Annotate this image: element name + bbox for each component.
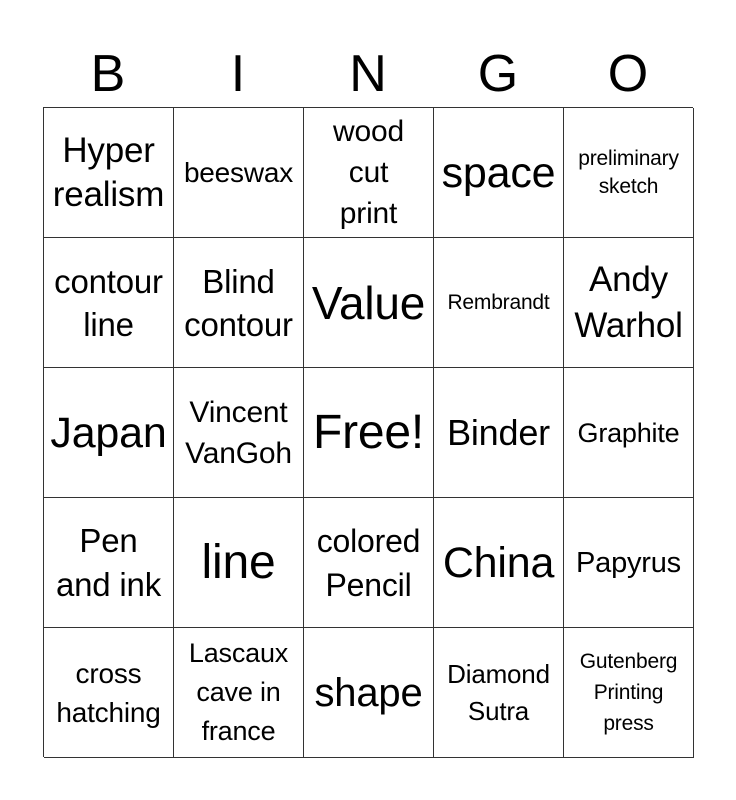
- cell-label: preliminary sketch: [578, 146, 679, 198]
- bingo-cell[interactable]: [434, 238, 564, 368]
- bingo-cell[interactable]: [304, 498, 434, 628]
- cell-label: beeswax: [183, 156, 294, 188]
- bingo-header: [43, 40, 693, 108]
- cell-label: cross hatching: [56, 657, 161, 728]
- cell-label: Andy Warhol: [574, 259, 683, 345]
- bingo-cell[interactable]: [434, 108, 564, 238]
- cell-label: Pen and ink: [55, 521, 161, 603]
- cell-label: Binder: [447, 411, 550, 453]
- cell-label: space: [441, 148, 556, 197]
- bingo-cell[interactable]: [174, 628, 304, 758]
- cell-label: Hyper realism: [52, 130, 165, 214]
- bingo-board: [43, 107, 693, 757]
- header-letter-i: I: [230, 45, 246, 103]
- bingo-cell[interactable]: [434, 628, 564, 758]
- bingo-cell[interactable]: [564, 238, 694, 368]
- bingo-cell[interactable]: [434, 368, 564, 498]
- bingo-cell[interactable]: [304, 238, 434, 368]
- header-letter-n: N: [349, 45, 387, 103]
- cell-label: wood cut print: [333, 115, 404, 230]
- bingo-cell[interactable]: [434, 498, 564, 628]
- bingo-cell[interactable]: [44, 498, 174, 628]
- cell-label: Japan: [50, 408, 167, 457]
- header-letter-g: G: [477, 45, 519, 103]
- bingo-cell[interactable]: [564, 498, 694, 628]
- bingo-cell[interactable]: [174, 238, 304, 368]
- bingo-cell[interactable]: [174, 108, 304, 238]
- bingo-cell[interactable]: [174, 498, 304, 628]
- header-letter-o: O: [607, 45, 649, 103]
- cell-label: Rembrandt: [447, 290, 550, 314]
- bingo-cell[interactable]: [44, 628, 174, 758]
- cell-label: Papyrus: [576, 546, 681, 579]
- cell-label: line: [201, 535, 276, 589]
- cell-label: Graphite: [577, 417, 680, 448]
- bingo-cell[interactable]: [564, 368, 694, 498]
- bingo-cell[interactable]: [564, 628, 694, 758]
- bingo-cell[interactable]: [564, 108, 694, 238]
- cell-label: colored Pencil: [316, 522, 421, 603]
- cell-label: shape: [314, 670, 423, 715]
- cell-label: Gutenberg Printing press: [579, 650, 678, 735]
- bingo-cell[interactable]: [304, 108, 434, 238]
- free-space-cell[interactable]: [304, 368, 434, 498]
- bingo-cell[interactable]: [174, 368, 304, 498]
- bingo-cell[interactable]: [44, 238, 174, 368]
- cell-label: contour line: [54, 262, 163, 343]
- free-space-label: Free!: [312, 405, 425, 459]
- cell-label: Blind contour: [184, 262, 293, 343]
- cell-label: Vincent VanGoh: [185, 395, 292, 470]
- header-letter-b: B: [90, 45, 126, 103]
- bingo-cell[interactable]: [44, 368, 174, 498]
- bingo-cell[interactable]: [44, 108, 174, 238]
- bingo-cell[interactable]: [304, 628, 434, 758]
- cell-label: Diamond Sutra: [447, 658, 550, 726]
- cell-label: Value: [311, 276, 426, 329]
- cell-label: Lascaux cave in france: [188, 638, 289, 746]
- cell-label: China: [442, 538, 555, 587]
